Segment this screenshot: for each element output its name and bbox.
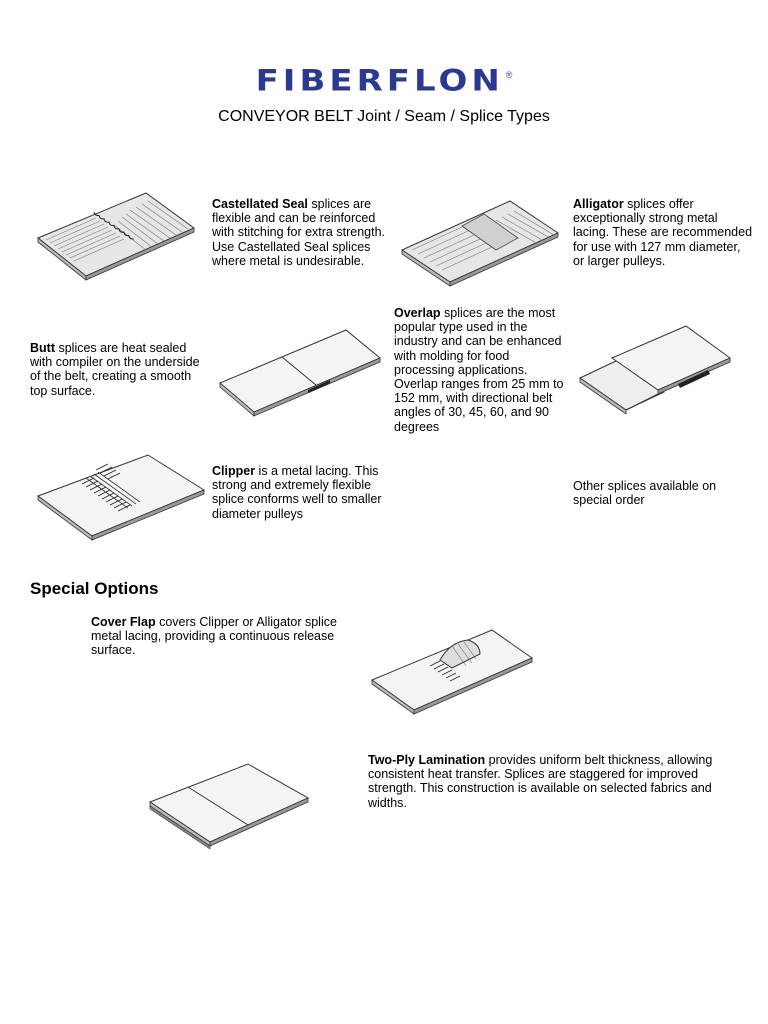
- clipper-illustration: [36, 452, 206, 547]
- clipper-name: Clipper: [212, 464, 256, 478]
- clipper-description: [212, 464, 392, 521]
- two-ply-illustration: [148, 762, 313, 854]
- butt-text: splices are heat sealed with compiler on the underside of the belt, creating a smooth top surface.: [30, 341, 200, 398]
- cover-flap-description: [91, 615, 361, 658]
- castellated-seal-name: Castellated Seal: [212, 197, 308, 211]
- two-ply-description: [368, 753, 713, 810]
- registered-mark: ®: [505, 70, 513, 80]
- castellated-seal-description: [212, 197, 392, 268]
- alligator-description: [573, 197, 753, 268]
- cover-flap-illustration: [370, 626, 535, 718]
- castellated-seal-illustration: [36, 190, 201, 285]
- special-options-heading: Special Options: [30, 579, 159, 598]
- overlap-name: Overlap: [394, 306, 441, 320]
- fiberflon-logo: [0, 64, 768, 98]
- alligator-illustration: [400, 198, 565, 288]
- page-title: CONVEYOR BELT Joint / Seam / Splice Types: [218, 108, 550, 125]
- castellated-seal-text: splices are flexible and can be reinforced with stitching for extra strength. Use Castellated Seal splices where metal is undesirable.: [212, 197, 385, 268]
- overlap-illustration: [578, 322, 738, 417]
- alligator-name: Alligator: [573, 197, 624, 211]
- cover-flap-text: covers Clipper or Alligator splice metal lacing, providing a continuous release surface.: [91, 615, 337, 658]
- cover-flap-name: Cover Flap: [91, 615, 156, 629]
- butt-name: Butt: [30, 341, 55, 355]
- logo-text: FIBERFLON: [255, 64, 504, 98]
- overlap-text: splices are the most popular type used in the industry and can be enhanced with molding for food processing applications. Overlap ranges from 25 mm to 152 mm, with directional belt angles of 30, 45, 60, and 90 degrees: [394, 306, 564, 434]
- alligator-text: splices offer exceptionally strong metal lacing. These are recommended for use with 127 mm diameter, or larger pulleys.: [573, 197, 753, 268]
- two-ply-name: Two-Ply Lamination: [368, 753, 486, 767]
- clipper-text: is a metal lacing. This strong and extremely flexible splice conforms well to smaller diameter pulleys: [212, 464, 382, 521]
- butt-illustration: [218, 328, 383, 423]
- butt-description: [30, 341, 205, 398]
- overlap-description: [394, 306, 569, 434]
- other-splices-text: Other splices available on special order: [573, 479, 717, 508]
- two-ply-text: provides uniform belt thickness, allowing consistent heat transfer. Splices are staggered for improved strength. This construction is available on selected fabrics and widths.: [368, 753, 713, 810]
